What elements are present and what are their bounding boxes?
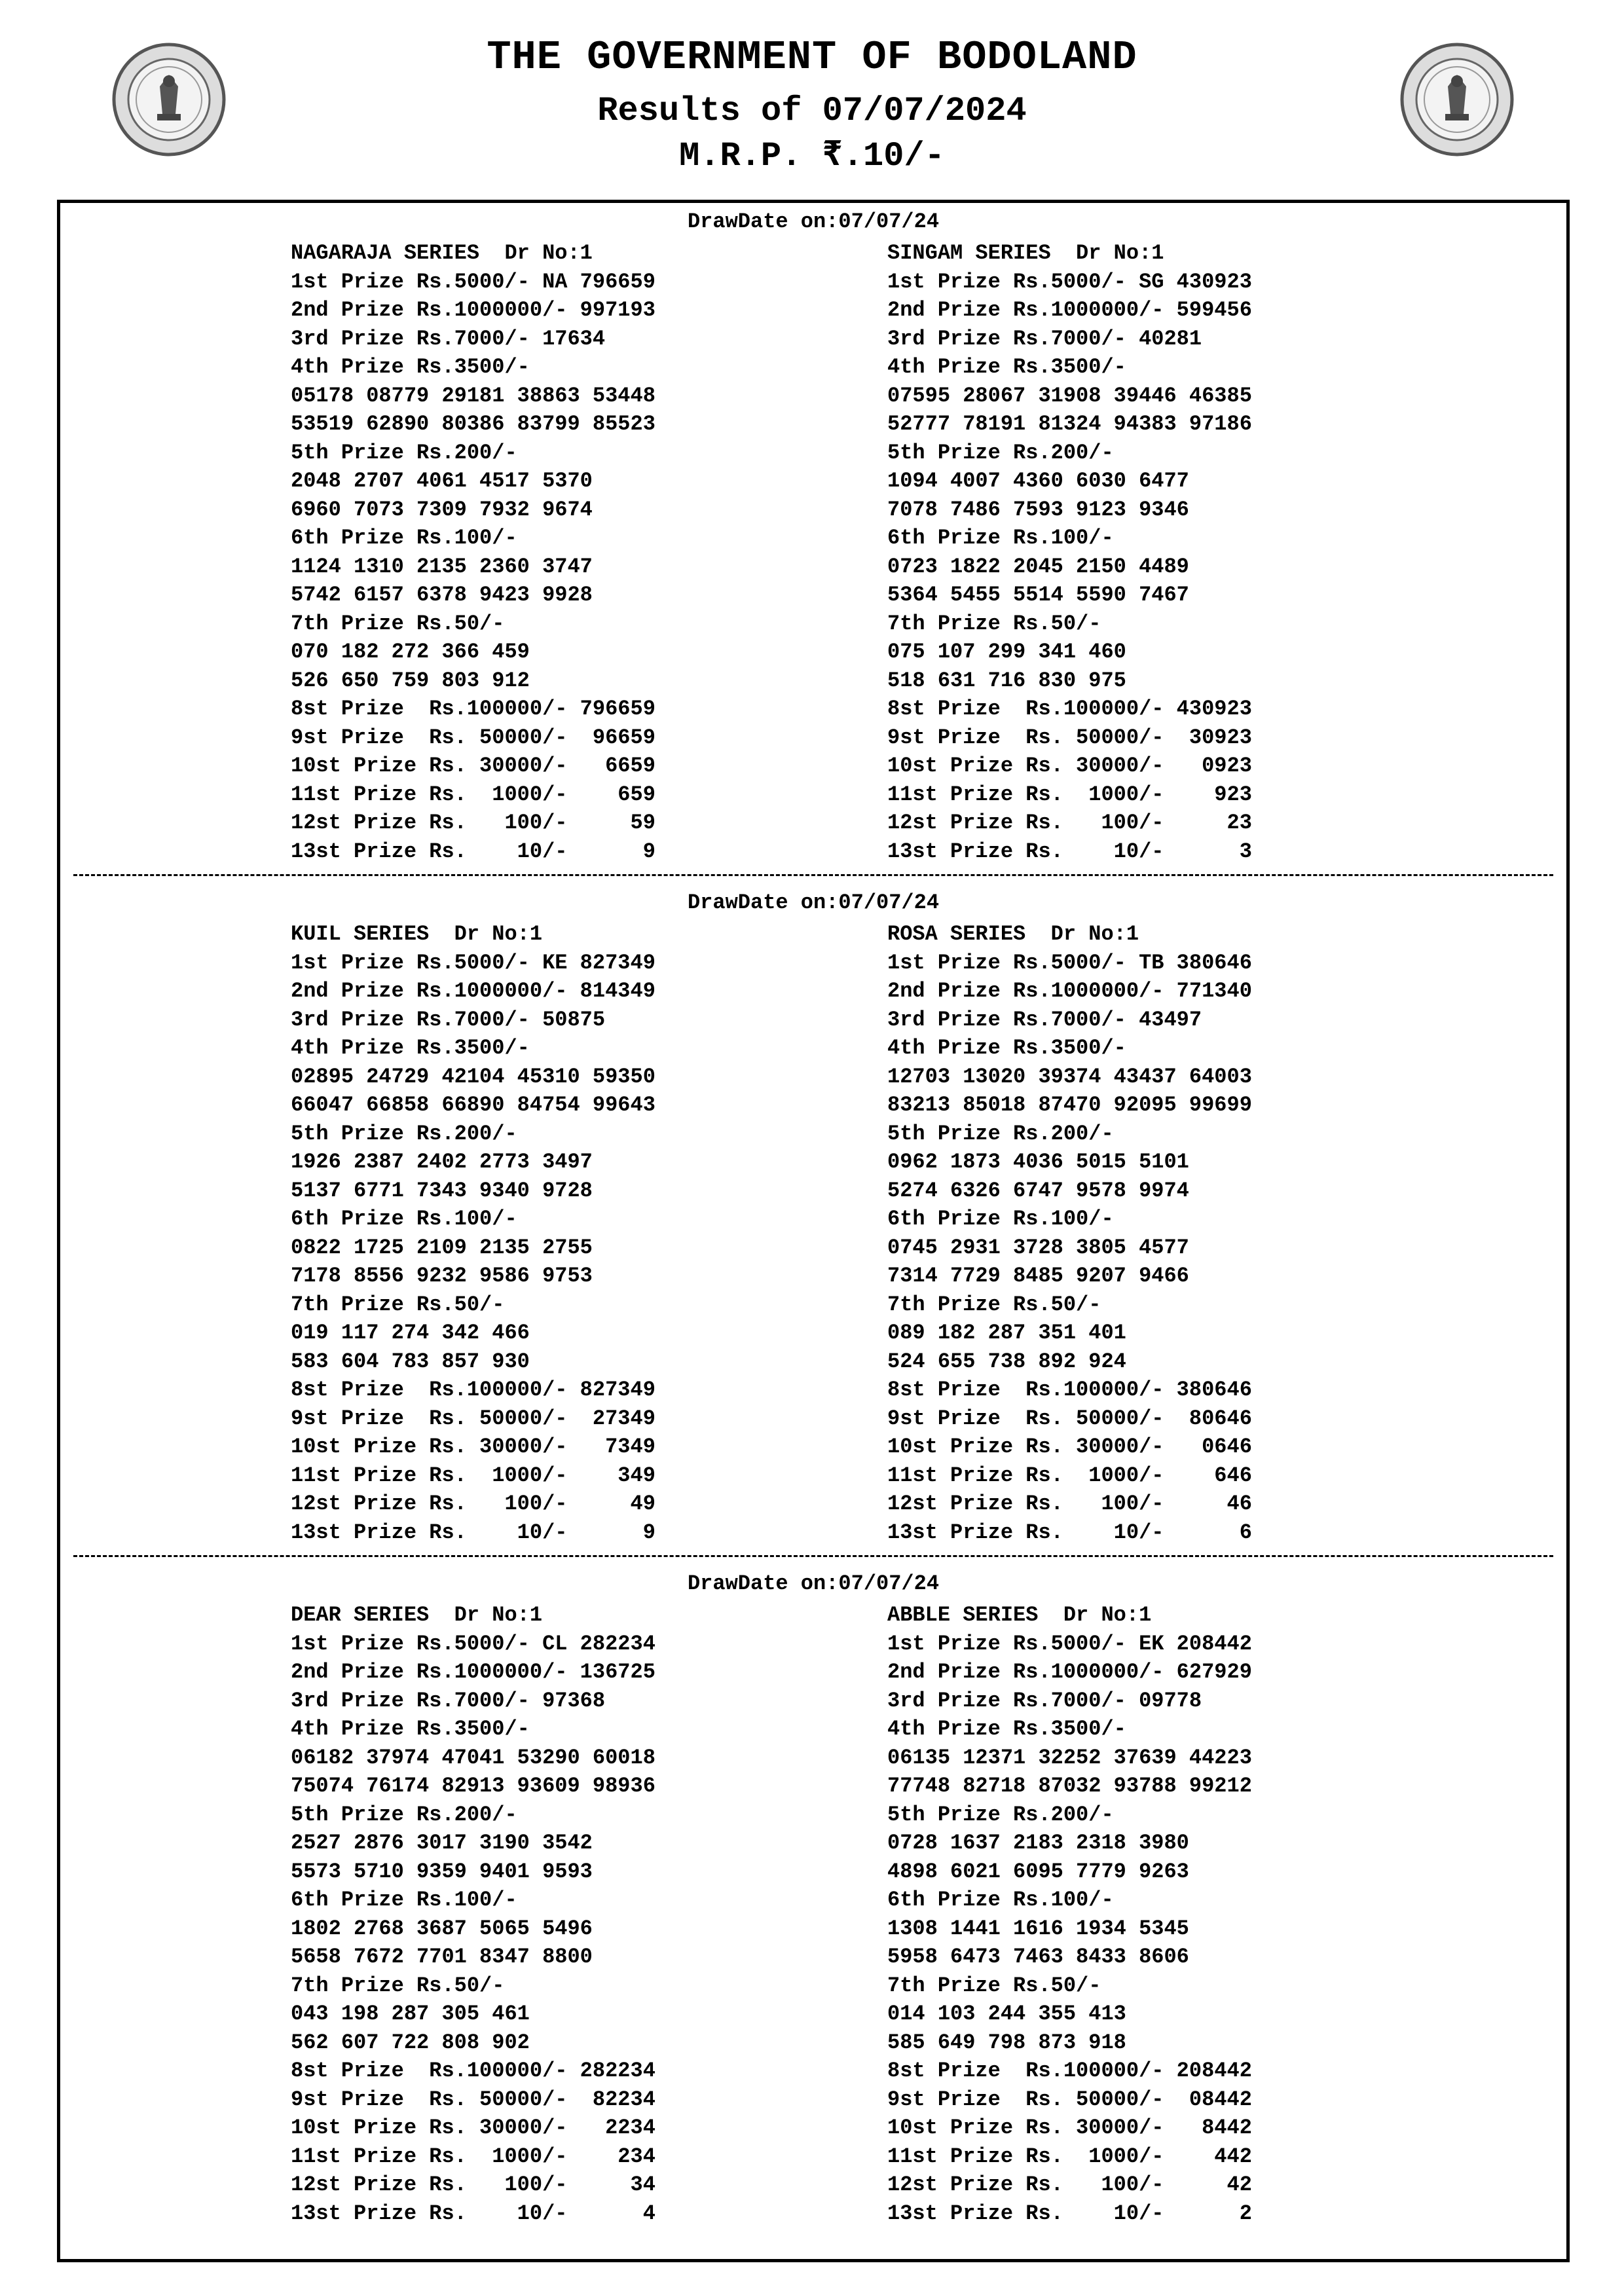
prize-line: 02895 24729 42104 45310 59350 [291, 1064, 655, 1089]
prize-line: 9st Prize Rs. 50000/- 30923 [887, 725, 1252, 750]
prize-line: 9st Prize Rs. 50000/- 27349 [291, 1406, 655, 1431]
prize-line: 5958 6473 7463 8433 8606 [887, 1945, 1189, 1969]
section-divider [73, 1555, 1553, 1557]
draw-date: DrawDate on:07/07/24 [687, 1571, 940, 1596]
prize-line: 12703 13020 39374 43437 64003 [887, 1064, 1252, 1089]
prize-line: 05178 08779 29181 38863 53448 [291, 383, 655, 408]
prize-line: 4th Prize Rs.3500/- [887, 1717, 1126, 1741]
prize-line: 2nd Prize Rs.1000000/- 771340 [887, 979, 1252, 1003]
prize-line: 4th Prize Rs.3500/- [291, 1717, 530, 1741]
prize-line: 10st Prize Rs. 30000/- 0646 [887, 1435, 1252, 1459]
prize-line: 6th Prize Rs.100/- [291, 1888, 517, 1912]
draw-section [60, 884, 1566, 1558]
prize-line: 53519 62890 80386 83799 85523 [291, 412, 655, 436]
prize-line: 5137 6771 7343 9340 9728 [291, 1178, 593, 1203]
prize-line: 12st Prize Rs. 100/- 46 [887, 1492, 1252, 1516]
prize-line: 1st Prize Rs.5000/- KE 827349 [291, 950, 655, 975]
series-column [291, 239, 655, 866]
prize-line: 9st Prize Rs. 50000/- 96659 [291, 725, 655, 750]
draw-section [60, 203, 1566, 877]
prize-line: 075 107 299 341 460 [887, 640, 1126, 664]
draw-date: DrawDate on:07/07/24 [687, 890, 940, 915]
prize-line: 6960 7073 7309 7932 9674 [291, 497, 593, 522]
prize-line: 1308 1441 1616 1934 5345 [887, 1916, 1189, 1941]
prize-line: 5th Prize Rs.200/- [291, 1802, 517, 1827]
prize-line: 1802 2768 3687 5065 5496 [291, 1916, 593, 1941]
prize-line: 1st Prize Rs.5000/- NA 796659 [291, 269, 655, 294]
prize-line: 83213 85018 87470 92095 99699 [887, 1093, 1252, 1117]
prize-line: 66047 66858 66890 84754 99643 [291, 1093, 655, 1117]
prize-line: 07595 28067 31908 39446 46385 [887, 383, 1252, 408]
series-column [291, 920, 655, 1547]
prize-line: 1st Prize Rs.5000/- TB 380646 [887, 950, 1252, 975]
prize-line: 6th Prize Rs.100/- [291, 526, 517, 550]
prize-line: 11st Prize Rs. 1000/- 234 [291, 2144, 655, 2169]
prize-line: 043 198 287 305 461 [291, 2002, 530, 2026]
prize-line: 7th Prize Rs.50/- [291, 1973, 505, 1998]
prize-line: 13st Prize Rs. 10/- 2 [887, 2201, 1252, 2226]
prize-line: 77748 82718 87032 93788 99212 [887, 1774, 1252, 1798]
results-date: Results of 07/07/2024 [597, 92, 1027, 130]
series-column [887, 1601, 1252, 2228]
prize-line: 7th Prize Rs.50/- [291, 1292, 505, 1317]
results-frame [57, 200, 1570, 2262]
prize-line: 10st Prize Rs. 30000/- 8442 [887, 2116, 1252, 2140]
prize-line: 0822 1725 2109 2135 2755 [291, 1235, 593, 1260]
prize-line: 518 631 716 830 975 [887, 668, 1126, 693]
series-heading: NAGARAJA SERIES Dr No:1 [291, 241, 593, 265]
prize-line: 10st Prize Rs. 30000/- 2234 [291, 2116, 655, 2140]
series-column [887, 239, 1252, 866]
prize-line: 8st Prize Rs.100000/- 430923 [887, 697, 1252, 721]
prize-line: 8st Prize Rs.100000/- 827349 [291, 1378, 655, 1402]
prize-line: 6th Prize Rs.100/- [291, 1207, 517, 1231]
series-column [887, 920, 1252, 1547]
prize-line: 014 103 244 355 413 [887, 2002, 1126, 2026]
prize-line: 5573 5710 9359 9401 9593 [291, 1859, 593, 1884]
prize-line: 1st Prize Rs.5000/- CL 282234 [291, 1631, 655, 1656]
prize-line: 1094 4007 4360 6030 6477 [887, 469, 1189, 493]
prize-line: 7078 7486 7593 9123 9346 [887, 497, 1189, 522]
prize-line: 5th Prize Rs.200/- [887, 1121, 1114, 1146]
prize-line: 12st Prize Rs. 100/- 49 [291, 1492, 655, 1516]
draw-date: DrawDate on:07/07/24 [687, 210, 940, 234]
prize-line: 6th Prize Rs.100/- [887, 1888, 1114, 1912]
prize-line: 7th Prize Rs.50/- [291, 611, 505, 636]
prize-line: 10st Prize Rs. 30000/- 0923 [887, 754, 1252, 778]
prize-line: 12st Prize Rs. 100/- 34 [291, 2173, 655, 2197]
prize-line: 11st Prize Rs. 1000/- 646 [887, 1463, 1252, 1488]
prize-line: 1st Prize Rs.5000/- SG 430923 [887, 269, 1252, 294]
prize-line: 11st Prize Rs. 1000/- 442 [887, 2144, 1252, 2169]
prize-line: 12st Prize Rs. 100/- 23 [887, 811, 1252, 835]
prize-line: 0728 1637 2183 2318 3980 [887, 1831, 1189, 1855]
prize-line: 06182 37974 47041 53290 60018 [291, 1745, 655, 1770]
prize-line: 2nd Prize Rs.1000000/- 599456 [887, 298, 1252, 322]
prize-line: 2nd Prize Rs.1000000/- 814349 [291, 979, 655, 1003]
prize-line: 11st Prize Rs. 1000/- 923 [887, 782, 1252, 807]
draw-section [60, 1565, 1566, 2239]
prize-line: 8st Prize Rs.100000/- 796659 [291, 697, 655, 721]
prize-line: 562 607 722 808 902 [291, 2030, 530, 2055]
prize-line: 0962 1873 4036 5015 5101 [887, 1150, 1189, 1174]
prize-line: 13st Prize Rs. 10/- 9 [291, 839, 655, 864]
prize-line: 13st Prize Rs. 10/- 9 [291, 1520, 655, 1545]
prize-line: 5274 6326 6747 9578 9974 [887, 1178, 1189, 1203]
prize-line: 9st Prize Rs. 50000/- 08442 [887, 2087, 1252, 2112]
prize-line: 6th Prize Rs.100/- [887, 526, 1114, 550]
series-heading: ABBLE SERIES Dr No:1 [887, 1603, 1152, 1627]
prize-line: 5th Prize Rs.200/- [291, 1121, 517, 1146]
prize-line: 5742 6157 6378 9423 9928 [291, 583, 593, 607]
prize-line: 10st Prize Rs. 30000/- 7349 [291, 1435, 655, 1459]
prize-line: 75074 76174 82913 93609 98936 [291, 1774, 655, 1798]
prize-line: 585 649 798 873 918 [887, 2030, 1126, 2055]
prize-line: 3rd Prize Rs.7000/- 43497 [887, 1007, 1202, 1032]
prize-line: 3rd Prize Rs.7000/- 97368 [291, 1688, 606, 1713]
prize-line: 4th Prize Rs.3500/- [887, 355, 1126, 379]
prize-line: 8st Prize Rs.100000/- 208442 [887, 2059, 1252, 2083]
prize-line: 9st Prize Rs. 50000/- 80646 [887, 1406, 1252, 1431]
mrp-label: M.R.P. ₹.10/- [679, 137, 945, 175]
prize-line: 12st Prize Rs. 100/- 42 [887, 2173, 1252, 2197]
prize-line: 4th Prize Rs.3500/- [887, 1036, 1126, 1060]
prize-line: 1926 2387 2402 2773 3497 [291, 1150, 593, 1174]
prize-line: 13st Prize Rs. 10/- 3 [887, 839, 1252, 864]
series-heading: KUIL SERIES Dr No:1 [291, 922, 543, 946]
prize-line: 3rd Prize Rs.7000/- 50875 [291, 1007, 606, 1032]
prize-line: 1124 1310 2135 2360 3747 [291, 554, 593, 579]
prize-line: 2527 2876 3017 3190 3542 [291, 1831, 593, 1855]
series-heading: SINGAM SERIES Dr No:1 [887, 241, 1164, 265]
prize-line: 5th Prize Rs.200/- [291, 440, 517, 465]
prize-line: 5th Prize Rs.200/- [887, 1802, 1114, 1827]
prize-line: 8st Prize Rs.100000/- 380646 [887, 1378, 1252, 1402]
prize-line: 4898 6021 6095 7779 9263 [887, 1859, 1189, 1884]
prize-line: 7178 8556 9232 9586 9753 [291, 1264, 593, 1288]
series-heading: ROSA SERIES Dr No:1 [887, 922, 1139, 946]
prize-line: 4th Prize Rs.3500/- [291, 355, 530, 379]
prize-line: 13st Prize Rs. 10/- 6 [887, 1520, 1252, 1545]
prize-line: 5th Prize Rs.200/- [887, 440, 1114, 465]
prize-line: 2nd Prize Rs.1000000/- 627929 [887, 1660, 1252, 1684]
prize-line: 7314 7729 8485 9207 9466 [887, 1264, 1189, 1288]
prize-line: 6th Prize Rs.100/- [887, 1207, 1114, 1231]
prize-line: 11st Prize Rs. 1000/- 659 [291, 782, 655, 807]
prize-line: 7th Prize Rs.50/- [887, 1292, 1101, 1317]
prize-line: 0723 1822 2045 2150 4489 [887, 554, 1189, 579]
prize-line: 1st Prize Rs.5000/- EK 208442 [887, 1631, 1252, 1656]
prize-line: 2nd Prize Rs.1000000/- 997193 [291, 298, 655, 322]
prize-line: 7th Prize Rs.50/- [887, 611, 1101, 636]
series-column [291, 1601, 655, 2228]
prize-line: 11st Prize Rs. 1000/- 349 [291, 1463, 655, 1488]
series-heading: DEAR SERIES Dr No:1 [291, 1603, 543, 1627]
prize-line: 8st Prize Rs.100000/- 282234 [291, 2059, 655, 2083]
prize-line: 089 182 287 351 401 [887, 1321, 1126, 1345]
prize-line: 10st Prize Rs. 30000/- 6659 [291, 754, 655, 778]
prize-line: 0745 2931 3728 3805 4577 [887, 1235, 1189, 1260]
prize-line: 52777 78191 81324 94383 97186 [887, 412, 1252, 436]
prize-line: 9st Prize Rs. 50000/- 82234 [291, 2087, 655, 2112]
prize-line: 3rd Prize Rs.7000/- 40281 [887, 326, 1202, 351]
prize-line: 2nd Prize Rs.1000000/- 136725 [291, 1660, 655, 1684]
prize-line: 12st Prize Rs. 100/- 59 [291, 811, 655, 835]
prize-line: 3rd Prize Rs.7000/- 17634 [291, 326, 606, 351]
prize-line: 019 117 274 342 466 [291, 1321, 530, 1345]
prize-line: 526 650 759 803 912 [291, 668, 530, 693]
prize-line: 13st Prize Rs. 10/- 4 [291, 2201, 655, 2226]
section-divider [73, 874, 1553, 876]
page-header [0, 0, 1624, 196]
prize-line: 070 182 272 366 459 [291, 640, 530, 664]
page-title: THE GOVERNMENT OF BODOLAND [487, 34, 1137, 81]
prize-line: 5658 7672 7701 8347 8800 [291, 1945, 593, 1969]
prize-line: 06135 12371 32252 37639 44223 [887, 1745, 1252, 1770]
prize-line: 524 655 738 892 924 [887, 1349, 1126, 1374]
prize-line: 4th Prize Rs.3500/- [291, 1036, 530, 1060]
prize-line: 583 604 783 857 930 [291, 1349, 530, 1374]
prize-line: 3rd Prize Rs.7000/- 09778 [887, 1688, 1202, 1713]
prize-line: 5364 5455 5514 5590 7467 [887, 583, 1189, 607]
prize-line: 2048 2707 4061 4517 5370 [291, 469, 593, 493]
prize-line: 7th Prize Rs.50/- [887, 1973, 1101, 1998]
